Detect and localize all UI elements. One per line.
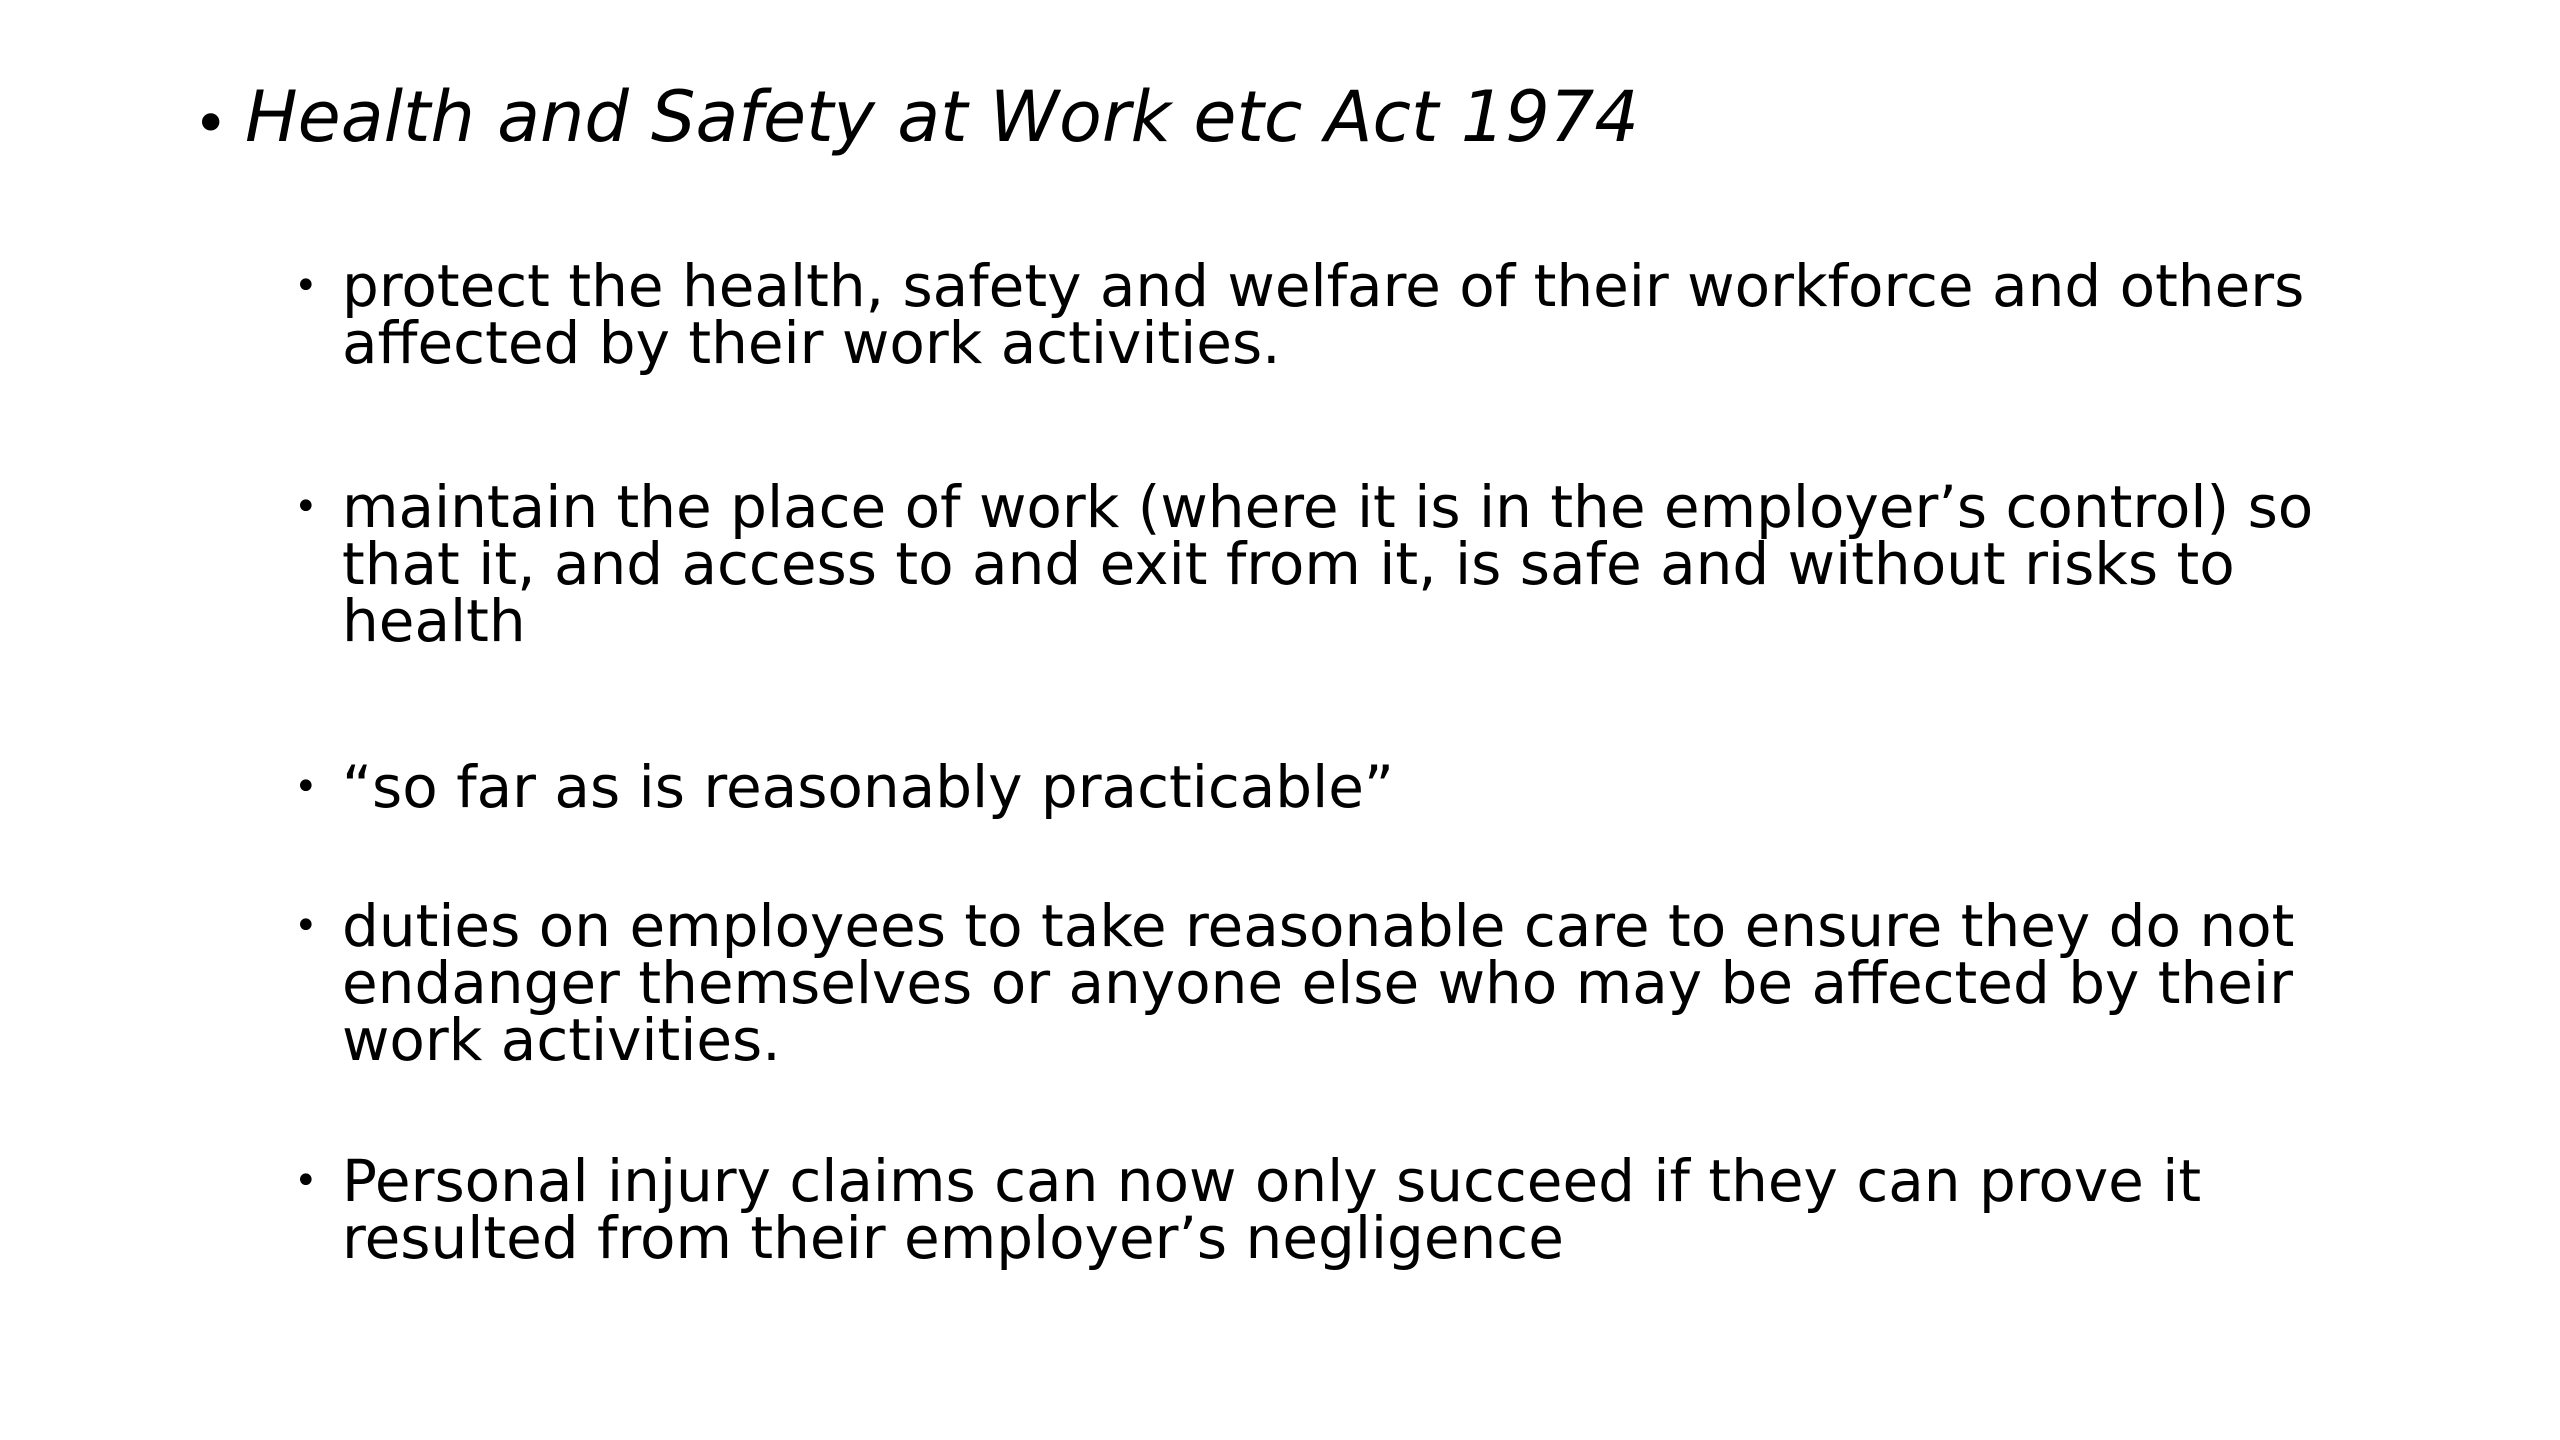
sub-bullet-3: • bbox=[294, 764, 318, 810]
point-reasonably-practicable: “so far as is reasonably practicable” bbox=[342, 753, 1394, 821]
sub-bullet-5: • bbox=[294, 1158, 318, 1204]
slide-heading: Health and Safety at Work etc Act 1974 bbox=[245, 76, 1639, 158]
point-maintain-workplace: maintain the place of work (where it is in the employer’s control) so that it, and access to and exit from it, is safe and without risks to health bbox=[342, 473, 2314, 655]
sub-bullet-4: • bbox=[294, 903, 318, 949]
point-employee-duties: duties on employees to take reasonable care to ensure they do not endanger themselves or anyone else who may be affected by their work activities. bbox=[342, 892, 2295, 1074]
heading-bullet: • bbox=[193, 89, 229, 159]
sub-bullet-1: • bbox=[294, 263, 318, 309]
point-injury-claims: Personal injury claims can now only succeed if they can prove it resulted from their employer’s negligence bbox=[342, 1147, 2202, 1272]
sub-bullet-2: • bbox=[294, 484, 318, 530]
point-protect-health: protect the health, safety and welfare of their workforce and others affected by their work activities. bbox=[342, 252, 2305, 377]
